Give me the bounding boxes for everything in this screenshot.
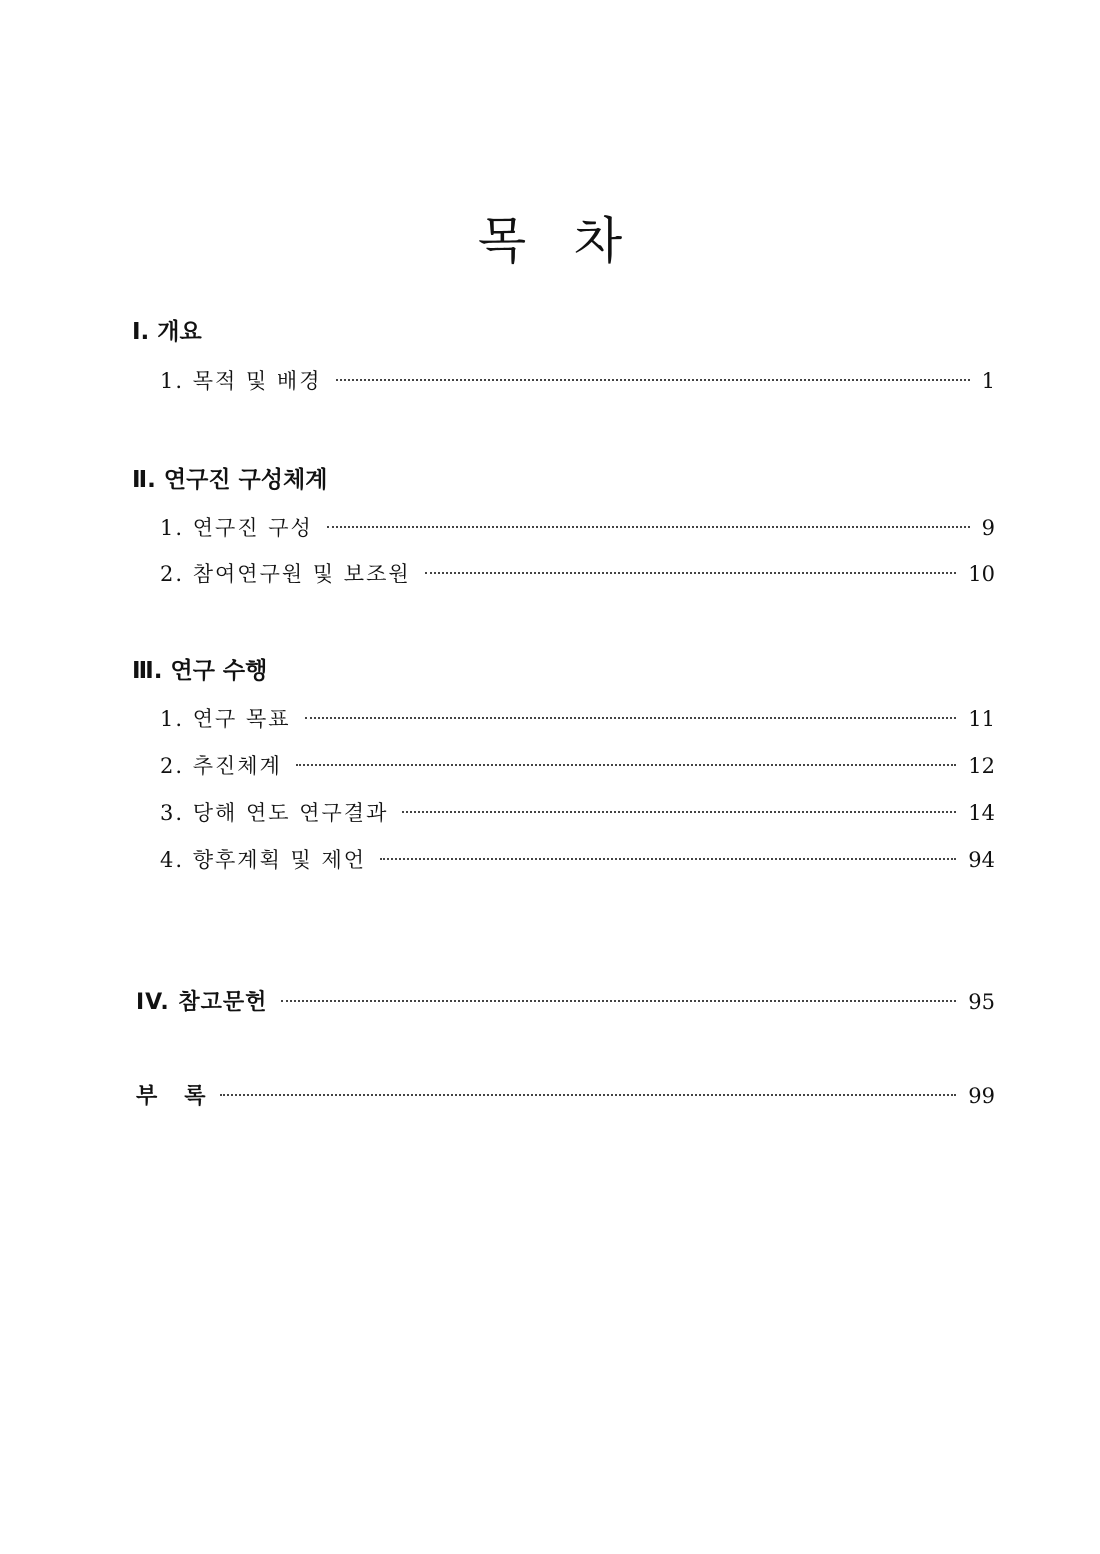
toc-entry-page: 10: [968, 562, 995, 586]
dot-leader: [380, 858, 956, 860]
dot-leader: [336, 379, 970, 381]
toc-entry-label: 3. 당해 연도 연구결과: [160, 801, 389, 825]
toc-entry-references[interactable]: [136, 986, 995, 1018]
toc-entry-3-1[interactable]: [160, 703, 995, 735]
toc-entry-3-3[interactable]: [160, 797, 995, 829]
dot-leader: [220, 1094, 956, 1096]
dot-leader: [402, 811, 956, 813]
dot-leader: [305, 717, 957, 719]
section-heading-3: Ⅲ. 연구 수행: [132, 658, 268, 684]
page-title: 목 차: [477, 212, 623, 270]
toc-entry-page: 1: [981, 369, 995, 393]
toc-entry-label: 1. 연구진 구성: [160, 516, 313, 540]
toc-entry-page: 9: [981, 516, 995, 540]
toc-entry-page: 14: [968, 801, 995, 825]
toc-entry-page: 99: [968, 1084, 995, 1108]
toc-entry-2-2[interactable]: [160, 558, 995, 590]
section-heading-2: Ⅱ. 연구진 구성체계: [132, 467, 328, 493]
section-heading-1: Ⅰ. 개요: [132, 319, 202, 345]
dot-leader: [296, 764, 956, 766]
dot-leader: [281, 1000, 956, 1002]
toc-entry-label: 2. 추진체계: [160, 754, 282, 778]
dot-leader: [425, 572, 957, 574]
toc-entry-label: IV. 참고문헌: [136, 990, 268, 1015]
toc-entry-label: 2. 참여연구원 및 보조원: [160, 562, 411, 586]
toc-entry-page: 94: [968, 848, 995, 872]
toc-entry-label: 1. 목적 및 배경: [160, 369, 322, 393]
toc-entry-page: 12: [968, 754, 995, 778]
toc-entry-page: 11: [968, 707, 995, 731]
toc-entry-1-1[interactable]: [160, 365, 995, 397]
toc-entry-page: 95: [968, 990, 995, 1014]
toc-entry-label: 1. 연구 목표: [160, 707, 291, 731]
toc-entry-label: 4. 향후계획 및 제언: [160, 848, 367, 872]
toc-entry-3-2[interactable]: [160, 750, 995, 782]
toc-entry-appendix[interactable]: [136, 1080, 995, 1112]
toc-entry-3-4[interactable]: [160, 844, 995, 876]
dot-leader: [327, 526, 970, 528]
toc-entry-2-1[interactable]: [160, 512, 995, 544]
toc-entry-label: 부 록: [136, 1084, 207, 1109]
